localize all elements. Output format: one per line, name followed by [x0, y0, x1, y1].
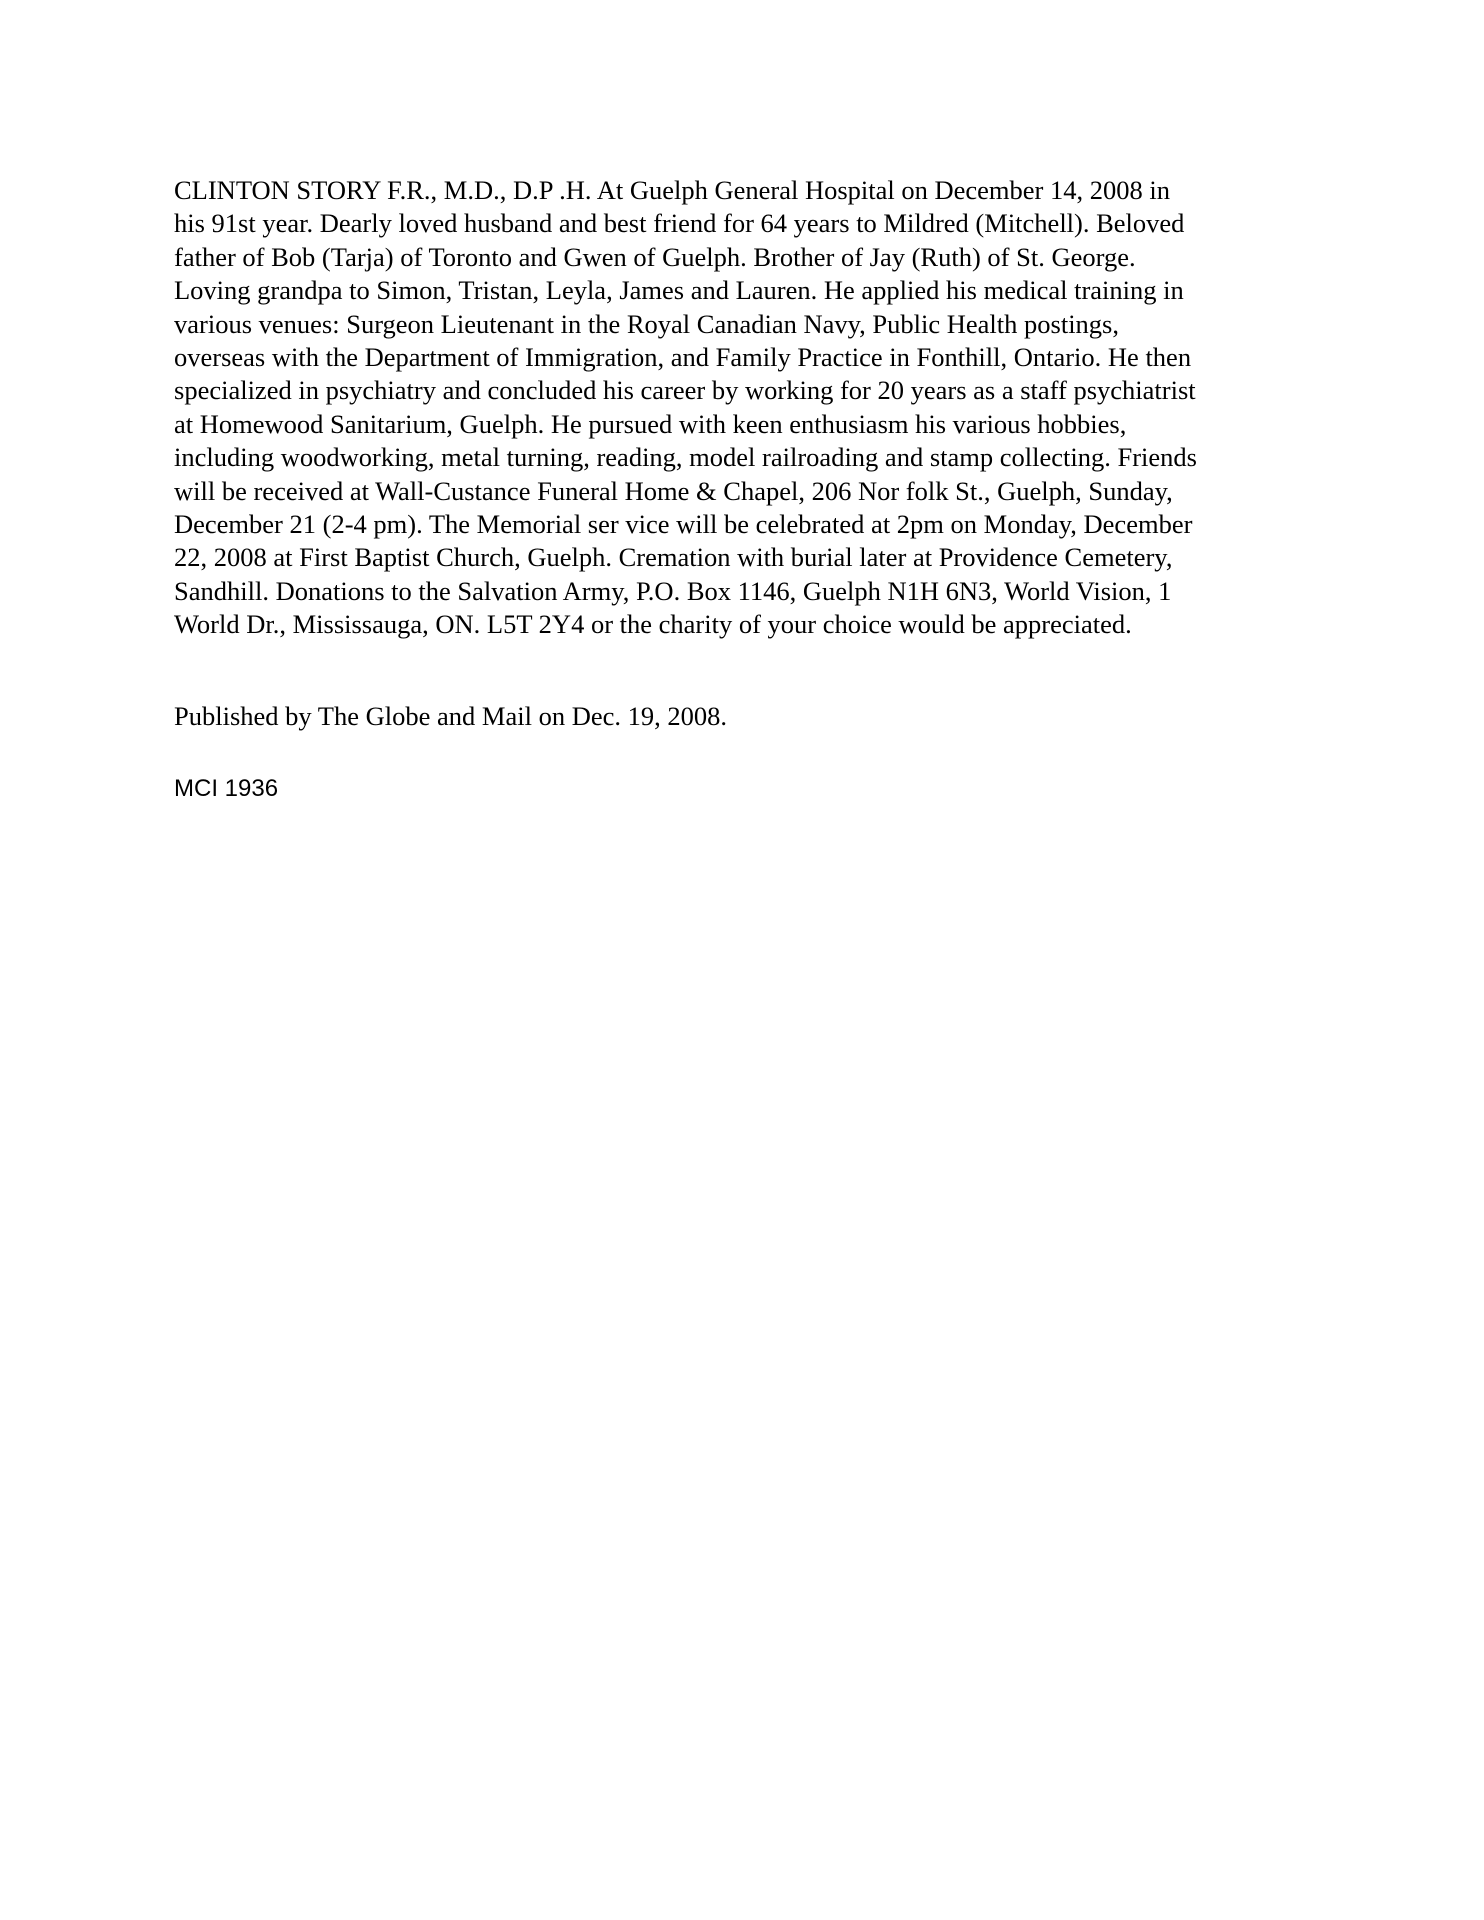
obituary-line: will be received at Wall-Custance Funeral Home & Chapel, 206 Nor folk St., Guelph, Sunday,: [174, 475, 1173, 506]
obituary-line: overseas with the Department of Immigration, and Family Practice in Fonthill, Ontario. He then: [174, 342, 1192, 373]
obituary-line: CLINTON STORY F.R., M.D., D.P .H. At Guelph General Hospital on December 14, 2008 in: [174, 175, 1170, 205]
obituary-line: Sandhill. Donations to the Salvation Army, P.O. Box 1146, Guelph N1H 6N3, World Vision, 1: [174, 575, 1172, 606]
publication-note: Published by The Globe and Mail on Dec. 19, 2008.: [174, 701, 727, 731]
reference-code: MCI 1936: [174, 775, 279, 802]
obituary-line: World Dr., Mississauga, ON. L5T 2Y4 or the charity of your choice would be appreciated.: [174, 609, 1132, 640]
obituary-line: his 91st year. Dearly loved husband and best friend for 64 years to Mildred (Mitchell). Beloved: [174, 208, 1185, 239]
obituary-line: December 21 (2-4 pm). The Memorial ser vice will be celebrated at 2pm on Monday, December: [174, 509, 1193, 540]
obituary-line: specialized in psychiatry and concluded his career by working for 20 years as a staff psychiatrist: [174, 375, 1196, 406]
obituary-line: various venues: Surgeon Lieutenant in the Royal Canadian Navy, Public Health postings,: [174, 308, 1119, 339]
obituary-line: 22, 2008 at First Baptist Church, Guelph. Cremation with burial later at Providence Cemetery,: [174, 542, 1173, 573]
obituary-line: Loving grandpa to Simon, Tristan, Leyla, James and Lauren. He applied his medical training in: [174, 275, 1184, 306]
obituary-line: father of Bob (Tarja) of Toronto and Gwen of Guelph. Brother of Jay (Ruth) of St. George.: [174, 241, 1136, 272]
obituary-line: including woodworking, metal turning, reading, model railroading and stamp collecting. Friends: [174, 442, 1197, 473]
obituary-paragraph: [174, 174, 1334, 642]
obituary-line: at Homewood Sanitarium, Guelph. He pursued with keen enthusiasm his various hobbies,: [174, 408, 1127, 439]
